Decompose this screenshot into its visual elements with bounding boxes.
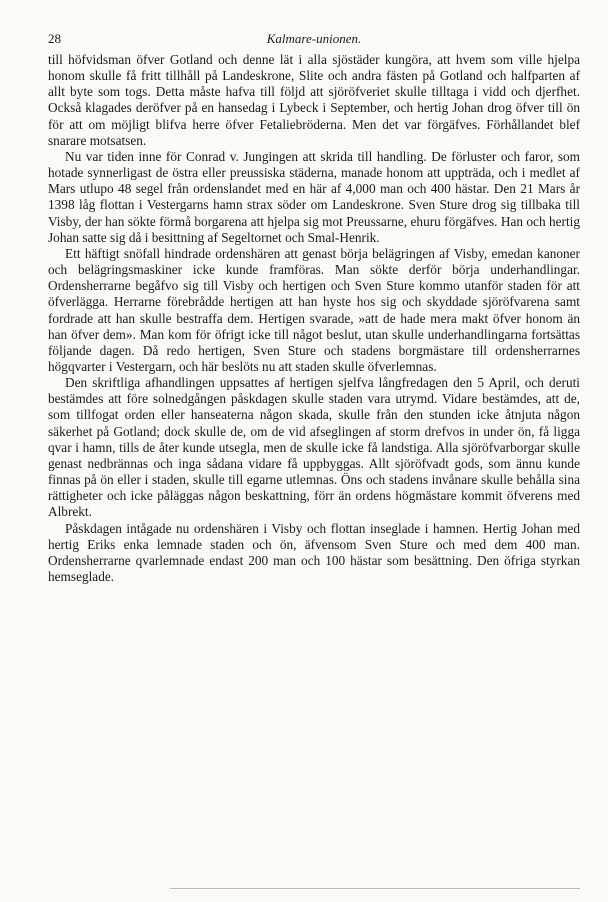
paragraph-3: Ett häftigt snöfall hindrade ordenshären att genast börja belägringen af Visby, emedan kanoner och belägringsmaskiner icke kunde framföras. Man sökte derför börja underhandlingar. Ordensherrarne begåfvo sig till Visby och hertigen och Sven Sture kommo utanför staden för att öfverlägga. Herrarne förebrådde hertigen att han hyste hos sig och skyddade sjöröfvarena samt fordrade att han skulle bestraffa dem. Hertigen svarade, »att de hade mera makt öfver honom än han öfver dem». Man kom för öfrigt icke till något beslut, utan skulle underhandlingarna fortsättas följande dagen. Då redo hertigen, Sven Sture och stadens borgmästare till ordensherrarnes högqvarter i Vestergarn, och här beslöts nu att staden skulle öfverlemnas.: [48, 245, 580, 374]
paragraph-2: Nu var tiden inne för Conrad v. Jungingen att skrida till handling. De förluster och faror, som hotade synnerligast de östra eller preussiska städerna, manade honom att uppträda, och i medlet af Mars utlupo 48 segel från ordenslandet med en här af 4,000 man och 400 hästar. Den 21 Mars år 1398 låg flottan i Vestergarns hamn strax söder om Landeskrone. Sven Sture drog sig tillbaka till Visby, der han sökte förmå borgarena att hjelpa sig mot Preussarne, ehuru förgäfves. Han och hertig Johan satte sig då i besittning af Segeltornet och Smal-Henrik.: [48, 148, 580, 245]
paragraph-1: till höfvidsman öfver Gotland och denne lät i alla sjöstäder kungöra, att hvem som ville hjelpa honom skulle få fritt tillhåll på Landeskrone, Slite och andra fästen på Gotland och halfparten af allt byte som togs. Detta måste hafva till följd att sjöröfveriet skulle tilltaga i vidd och djerfhet. Också klagades deröfver på en hansedag i Lybeck i September, och hertig Johan drog öfver till ön för att om möjligt blifva herre öfver Fetaliebröderna. Men det var förgäfves. Förhållandet blef snarare motsatsen.: [48, 52, 580, 148]
running-title: Kalmare-unionen.: [266, 31, 362, 46]
bottom-rule: [170, 888, 580, 889]
page-number: 28: [48, 31, 61, 46]
book-page: [48, 28, 580, 585]
paragraph-5: Påskdagen intågade nu ordenshären i Visby och flottan inseglade i hamnen. Hertig Johan med hertig Eriks enka lemnade staden och ön, äfvensom Sven Sture och med dem 400 man. Ordensherrarne qvarlemnade endast 200 man och 100 hästar som besättning. Den öfriga styrkan hemseglade.: [48, 520, 580, 584]
page-header: [48, 28, 580, 48]
body-text: [48, 52, 580, 585]
paragraph-4: Den skriftliga afhandlingen uppsattes af hertigen sjelfva långfredagen den 5 April, och deruti bestämdes att före solnedgången påskdagen skulle staden vara utrymd. Vidare bestämdes, att de, som tillfogat orden eller hanseaterna någon skada, skulle från den stunden icke åtnjuta någon säkerhet på Gotland; dock skulle de, om de vid afseglingen af storm drefvos in under ön, få ligga qvar i hamn, tills de åter kunde utsegla, men de skulle icke få landstiga. Alla sjöröfvarborgar skulle genast nedbrännas och inga sådana vidare få uppbyggas. Allt sjöröfvadt gods, som ännu kunde finnas på ön eller i staden, skulle till egarne utlemnas. Öns och stadens invånare skulle behålla sina rättigheter och icke påläggas någon beskattning, förr än ordens högmästare kommit öfverens med Albrekt.: [48, 375, 580, 520]
